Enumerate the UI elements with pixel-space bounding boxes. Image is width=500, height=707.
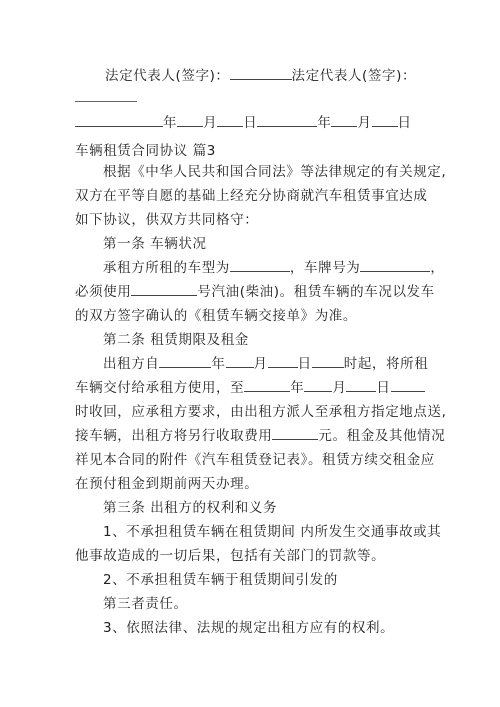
article-2-line-2: 车辆交付给承租方使用，至 年 月 日 xyxy=(75,378,425,398)
end-hour-blank xyxy=(391,378,425,392)
article-1-line-3: 的双方签字确认的《租赁车辆交接单》为准。 xyxy=(75,308,357,324)
article-3-item-1b: 他事故造成的一切后果，包括有关部门的罚款等。 xyxy=(75,548,386,564)
intro-line-2: 双方在平等自愿的基础上经充分协商就汽车租赁事宜达成 xyxy=(75,188,428,204)
start-year-blank xyxy=(159,354,211,368)
day-label-2: 日 xyxy=(397,115,412,131)
article-3-item-2: 2、不承担租赁车辆于租赁期间引发的 xyxy=(103,572,338,588)
intro-line-3: 如下协议，供双方共同格守： xyxy=(75,212,259,228)
year-label-1: 年 xyxy=(163,115,178,131)
start-month-blank xyxy=(226,354,254,368)
end-month-blank xyxy=(304,378,332,392)
legal-rep-label-2: 法定代表人(签字)： xyxy=(291,68,417,84)
signature-blank-1 xyxy=(230,66,292,80)
article-2-heading: 第二条 租赁期限及租金 xyxy=(103,332,249,348)
legal-rep-label-1: 法定代表人(签字)： xyxy=(105,68,230,84)
year-blank-1 xyxy=(75,113,163,127)
day-blank-1 xyxy=(217,113,243,127)
year-label-2: 年 xyxy=(317,115,332,131)
date-row xyxy=(75,113,412,133)
delivery-fee-blank xyxy=(272,426,318,440)
article-2-line-1: 出租方自 年 月 日 时起，将所租 xyxy=(103,356,429,372)
fuel-grade-blank xyxy=(131,282,197,296)
plate-number-blank xyxy=(360,258,430,272)
article-3-item-1a: 1、不承担租赁车辆在租赁期间 内所发生交通事故或其 xyxy=(103,524,442,540)
start-day-blank xyxy=(268,354,298,368)
article-3-item-2b: 第三者责任。 xyxy=(103,596,188,612)
article-1-heading: 第一条 车辆状况 xyxy=(103,236,207,252)
article-2-line-6: 在预付租金到期前两天办理。 xyxy=(75,476,259,492)
start-hour-blank xyxy=(312,354,344,368)
month-blank-1 xyxy=(177,113,203,127)
month-label-2: 月 xyxy=(357,115,372,131)
signature-blank-2 xyxy=(75,101,137,102)
article-1-line-2: 必须使用 号汽油(柴油)。租赁车辆的车况以发车 xyxy=(75,284,435,300)
article-1-line-1: 承租方所租的车型为 ，车牌号为 ， xyxy=(103,260,445,276)
article-2-line-4: 接车辆，出租方将另行收取费用 元。租金及其他情况 xyxy=(75,428,446,444)
article-3-heading: 第三条 出租方的权利和义务 xyxy=(103,500,278,516)
article-2-line-5: 祥见本合同的附件《汽车租赁登记表》。租赁方续交租金应 xyxy=(75,452,435,468)
day-label-1: 日 xyxy=(243,115,258,131)
end-day-blank xyxy=(346,378,376,392)
year-blank-2 xyxy=(257,113,317,127)
signature-row xyxy=(105,66,416,86)
car-model-blank xyxy=(230,258,290,272)
section-title: 车辆租赁合同协议 篇3 xyxy=(75,143,216,159)
intro-line-1: 根据《中华人民共和国合同法》等法律规定的有关规定, xyxy=(103,164,447,180)
article-2-line-3: 时收回，应承租方要求，由出租方派人至承租方指定地点送, xyxy=(75,404,447,420)
month-label-1: 月 xyxy=(203,115,218,131)
month-blank-2 xyxy=(331,113,357,127)
end-year-blank xyxy=(244,378,290,392)
day-blank-2 xyxy=(372,113,398,127)
article-3-item-3: 3、依照法律、法规的规定出租方应有的权利。 xyxy=(103,620,395,636)
